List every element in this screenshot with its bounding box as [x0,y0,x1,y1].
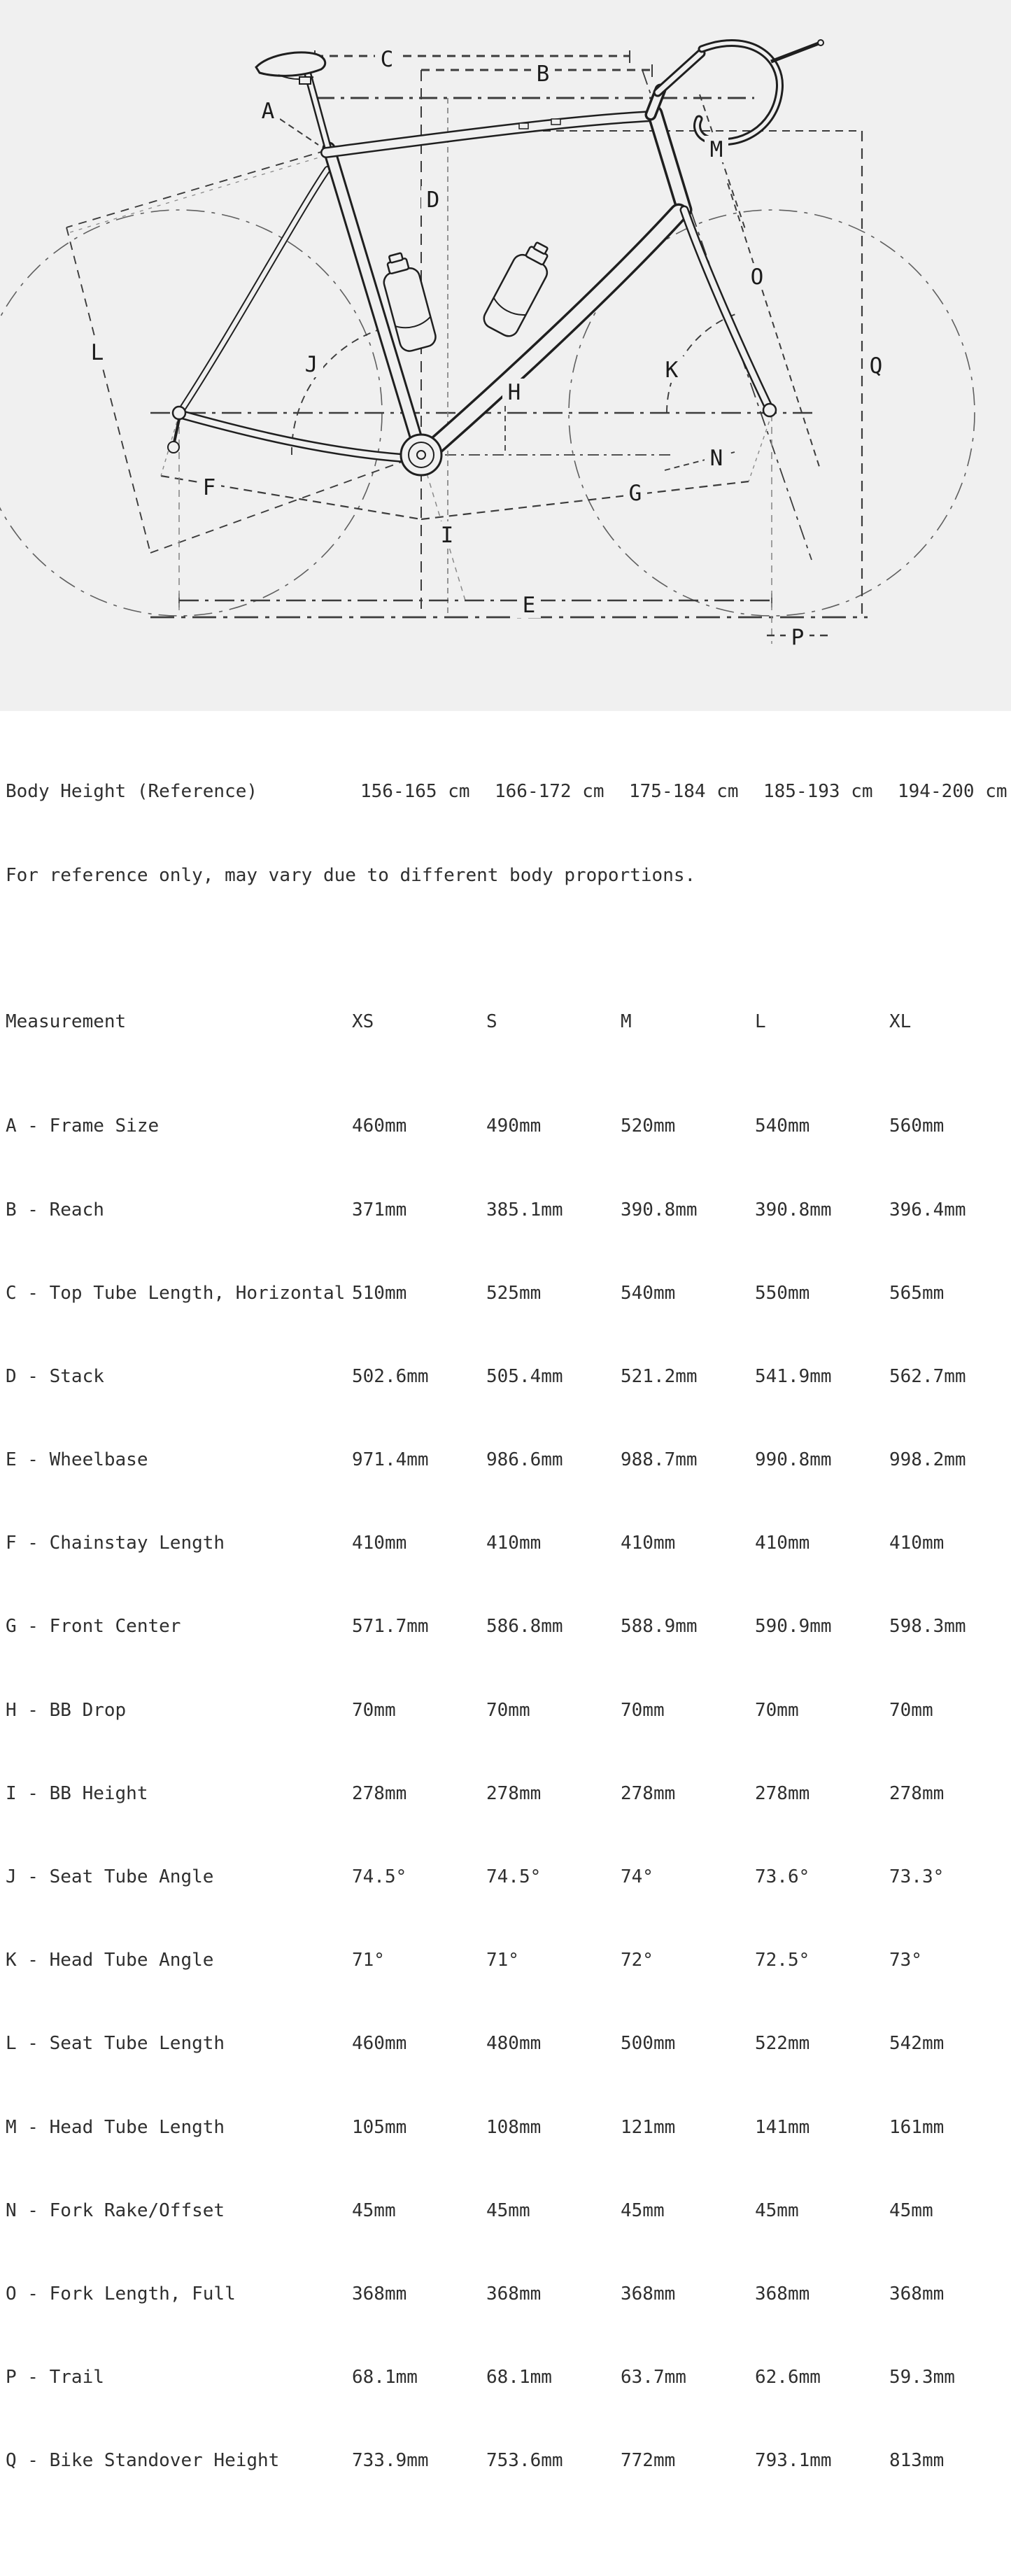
measurement-value: 278mm [486,1782,542,1804]
measurement-value: 502.6mm [352,1365,429,1387]
table-row [0,1367,1011,1388]
measurement-value: 510mm [352,1282,407,1304]
dimension-label-I: I [440,523,454,548]
measurement-value: 988.7mm [621,1449,698,1471]
measurement-value: 410mm [486,1533,542,1554]
measurement-value: 565mm [889,1282,945,1304]
measurement-label: C - Top Tube Length, Horizontal [6,1282,346,1304]
dimension-label-L: L [90,340,104,365]
measurement-value: 70mm [889,1699,933,1721]
measurement-value: 540mm [755,1115,810,1137]
measurement-value: 62.6mm [755,2367,821,2388]
table-row [0,2451,1011,2472]
measurement-value: 525mm [486,1282,542,1304]
measurement-label: K - Head Tube Angle [6,1950,214,1971]
size-column-header: S [486,1011,497,1033]
table-row [0,2284,1011,2305]
measurement-value: 390.8mm [755,1199,832,1220]
measurement-value: 571.7mm [352,1616,429,1638]
measurement-table [0,971,1011,2535]
dimension-label-J: J [304,352,318,377]
measurement-value: 410mm [889,1533,945,1554]
measurement-label: G - Front Center [6,1616,181,1638]
measurement-header: Measurement [6,1011,127,1033]
table-row [0,1950,1011,1971]
dimension-label-N: N [709,446,723,471]
bike-geometry-svg [0,0,1011,711]
measurement-value: 70mm [755,1699,799,1721]
measurement-value: 371mm [352,1199,407,1220]
measurement-value: 500mm [621,2033,676,2055]
measurement-label: Q - Bike Standover Height [6,2450,280,2472]
measurement-label: O - Fork Length, Full [6,2283,236,2304]
table-row [0,1784,1011,1805]
measurement-value: 793.1mm [755,2450,832,2472]
body-height-row [0,782,1011,803]
measurement-label: M - Head Tube Length [6,2116,225,2138]
dimension-label-M: M [709,137,723,162]
measurement-value: 72° [621,1950,653,1971]
dimension-label-F: F [202,475,216,500]
body-height-value: 185-193 cm [763,781,873,803]
measurement-value: 141mm [755,2116,810,2138]
measurement-value: 520mm [621,1115,676,1137]
measurement-value: 105mm [352,2116,407,2138]
measurement-value: 73° [889,1950,922,1971]
dimension-label-Q: Q [869,353,883,379]
dimension-label-P: P [791,625,805,650]
measurement-label: N - Fork Rake/Offset [6,2200,225,2221]
measurement-value: 460mm [352,1115,407,1137]
measurement-value: 986.6mm [486,1449,563,1471]
measurement-value: 74.5° [352,1866,407,1888]
measurement-value: 562.7mm [889,1365,966,1387]
table-row [0,1450,1011,1471]
table-row [0,1533,1011,1554]
measurement-value: 74.5° [486,1866,542,1888]
measurement-value: 45mm [755,2200,799,2221]
measurement-value: 368mm [889,2283,945,2304]
measurement-value: 410mm [755,1533,810,1554]
measurement-value: 460mm [352,2033,407,2055]
body-height-note-row [0,866,1011,887]
dimension-label-B: B [536,62,550,87]
dimension-label-C: C [380,47,394,72]
body-height-value: 166-172 cm [495,781,605,803]
measurement-value: 590.9mm [755,1616,832,1638]
measurement-value: 71° [486,1950,519,1971]
measurement-value: 278mm [755,1782,810,1804]
measurement-value: 505.4mm [486,1365,563,1387]
geometry-diagram [0,0,1011,711]
measurement-value: 121mm [621,2116,676,2138]
measurement-value: 161mm [889,2116,945,2138]
measurement-label: D - Stack [6,1365,104,1387]
dimension-label-K: K [665,358,679,383]
size-column-header: XL [889,1011,912,1033]
bottom-bracket [401,435,441,475]
measurement-value: 368mm [352,2283,407,2304]
table-row [0,1283,1011,1304]
measurement-value: 70mm [486,1699,530,1721]
table-row [0,2367,1011,2388]
measurement-value: 480mm [486,2033,542,2055]
measurement-value: 73.6° [755,1866,810,1888]
measurement-value: 588.9mm [621,1616,698,1638]
rear-dropout [168,407,185,453]
table-row [0,1116,1011,1137]
measurement-value: 63.7mm [621,2367,686,2388]
measurement-value: 560mm [889,1115,945,1137]
water-bottle-down-tube [481,237,558,339]
measurement-value: 490mm [486,1115,542,1137]
measurement-value: 45mm [352,2200,396,2221]
measurement-value: 368mm [621,2283,676,2304]
measurement-value: 733.9mm [352,2450,429,2472]
measurement-value: 74° [621,1866,653,1888]
measurement-value: 390.8mm [621,1199,698,1220]
measurement-value: 813mm [889,2450,945,2472]
measurement-value: 396.4mm [889,1199,966,1220]
measurement-value: 59.3mm [889,2367,955,2388]
measurement-value: 45mm [889,2200,933,2221]
measurement-value: 772mm [621,2450,676,2472]
table-row [0,1200,1011,1221]
measurement-label: L - Seat Tube Length [6,2033,225,2055]
body-height-value: 156-165 cm [360,781,470,803]
geometry-tables [0,711,1011,2576]
dimension-label-A: A [261,99,275,124]
table-row [0,2034,1011,2055]
measurement-value: 598.3mm [889,1616,966,1638]
measurement-label: F - Chainstay Length [6,1533,225,1554]
measurement-value: 971.4mm [352,1449,429,1471]
measurement-label: I - BB Height [6,1782,148,1804]
measurement-label: J - Seat Tube Angle [6,1866,214,1888]
measurement-value: 368mm [486,2283,542,2304]
size-column-header: M [621,1011,632,1033]
measurement-value: 542mm [889,2033,945,2055]
body-height-value: 194-200 cm [898,781,1008,803]
measurement-value: 753.6mm [486,2450,563,2472]
measurement-value: 278mm [352,1782,407,1804]
measurement-value: 540mm [621,1282,676,1304]
table-header-row [0,1012,1011,1033]
measurement-label: P - Trail [6,2367,104,2388]
size-column-header: XS [352,1011,374,1033]
body-height-note: For reference only, may vary due to different body proportions. [6,864,696,886]
measurement-value: 72.5° [755,1950,810,1971]
measurement-value: 278mm [889,1782,945,1804]
measurement-value: 108mm [486,2116,542,2138]
measurement-label: B - Reach [6,1199,104,1220]
measurement-value: 385.1mm [486,1199,563,1220]
dimension-label-D: D [426,188,440,213]
measurement-value: 73.3° [889,1866,945,1888]
measurement-value: 521.2mm [621,1365,698,1387]
measurement-value: 368mm [755,2283,810,2304]
dimension-label-G: G [628,481,642,506]
table-row [0,2118,1011,2139]
measurement-value: 45mm [486,2200,530,2221]
measurement-value: 45mm [621,2200,665,2221]
measurement-value: 70mm [621,1699,665,1721]
table-row [0,2201,1011,2222]
measurement-value: 68.1mm [352,2367,418,2388]
size-column-header: L [755,1011,766,1033]
measurement-value: 68.1mm [486,2367,552,2388]
dimension-label-O: O [750,265,764,290]
measurement-value: 998.2mm [889,1449,966,1471]
measurement-value: 70mm [352,1699,396,1721]
measurement-value: 541.9mm [755,1365,832,1387]
saddle [256,52,325,76]
measurement-value: 550mm [755,1282,810,1304]
measurement-value: 990.8mm [755,1449,832,1471]
measurement-label: A - Frame Size [6,1115,160,1137]
body-height-value: 175-184 cm [629,781,739,803]
measurement-value: 586.8mm [486,1616,563,1638]
body-height-label: Body Height (Reference) [6,781,258,803]
front-dropout [763,404,776,416]
dimension-label-H: H [507,380,521,405]
table-row [0,1701,1011,1722]
measurement-label: H - BB Drop [6,1699,127,1721]
measurement-value: 278mm [621,1782,676,1804]
measurement-value: 410mm [352,1533,407,1554]
dimension-label-E: E [522,593,536,618]
measurement-value: 522mm [755,2033,810,2055]
measurement-value: 71° [352,1950,385,1971]
measurement-label: E - Wheelbase [6,1449,148,1471]
table-row [0,1617,1011,1638]
table-row [0,1867,1011,1888]
measurement-value: 410mm [621,1533,676,1554]
